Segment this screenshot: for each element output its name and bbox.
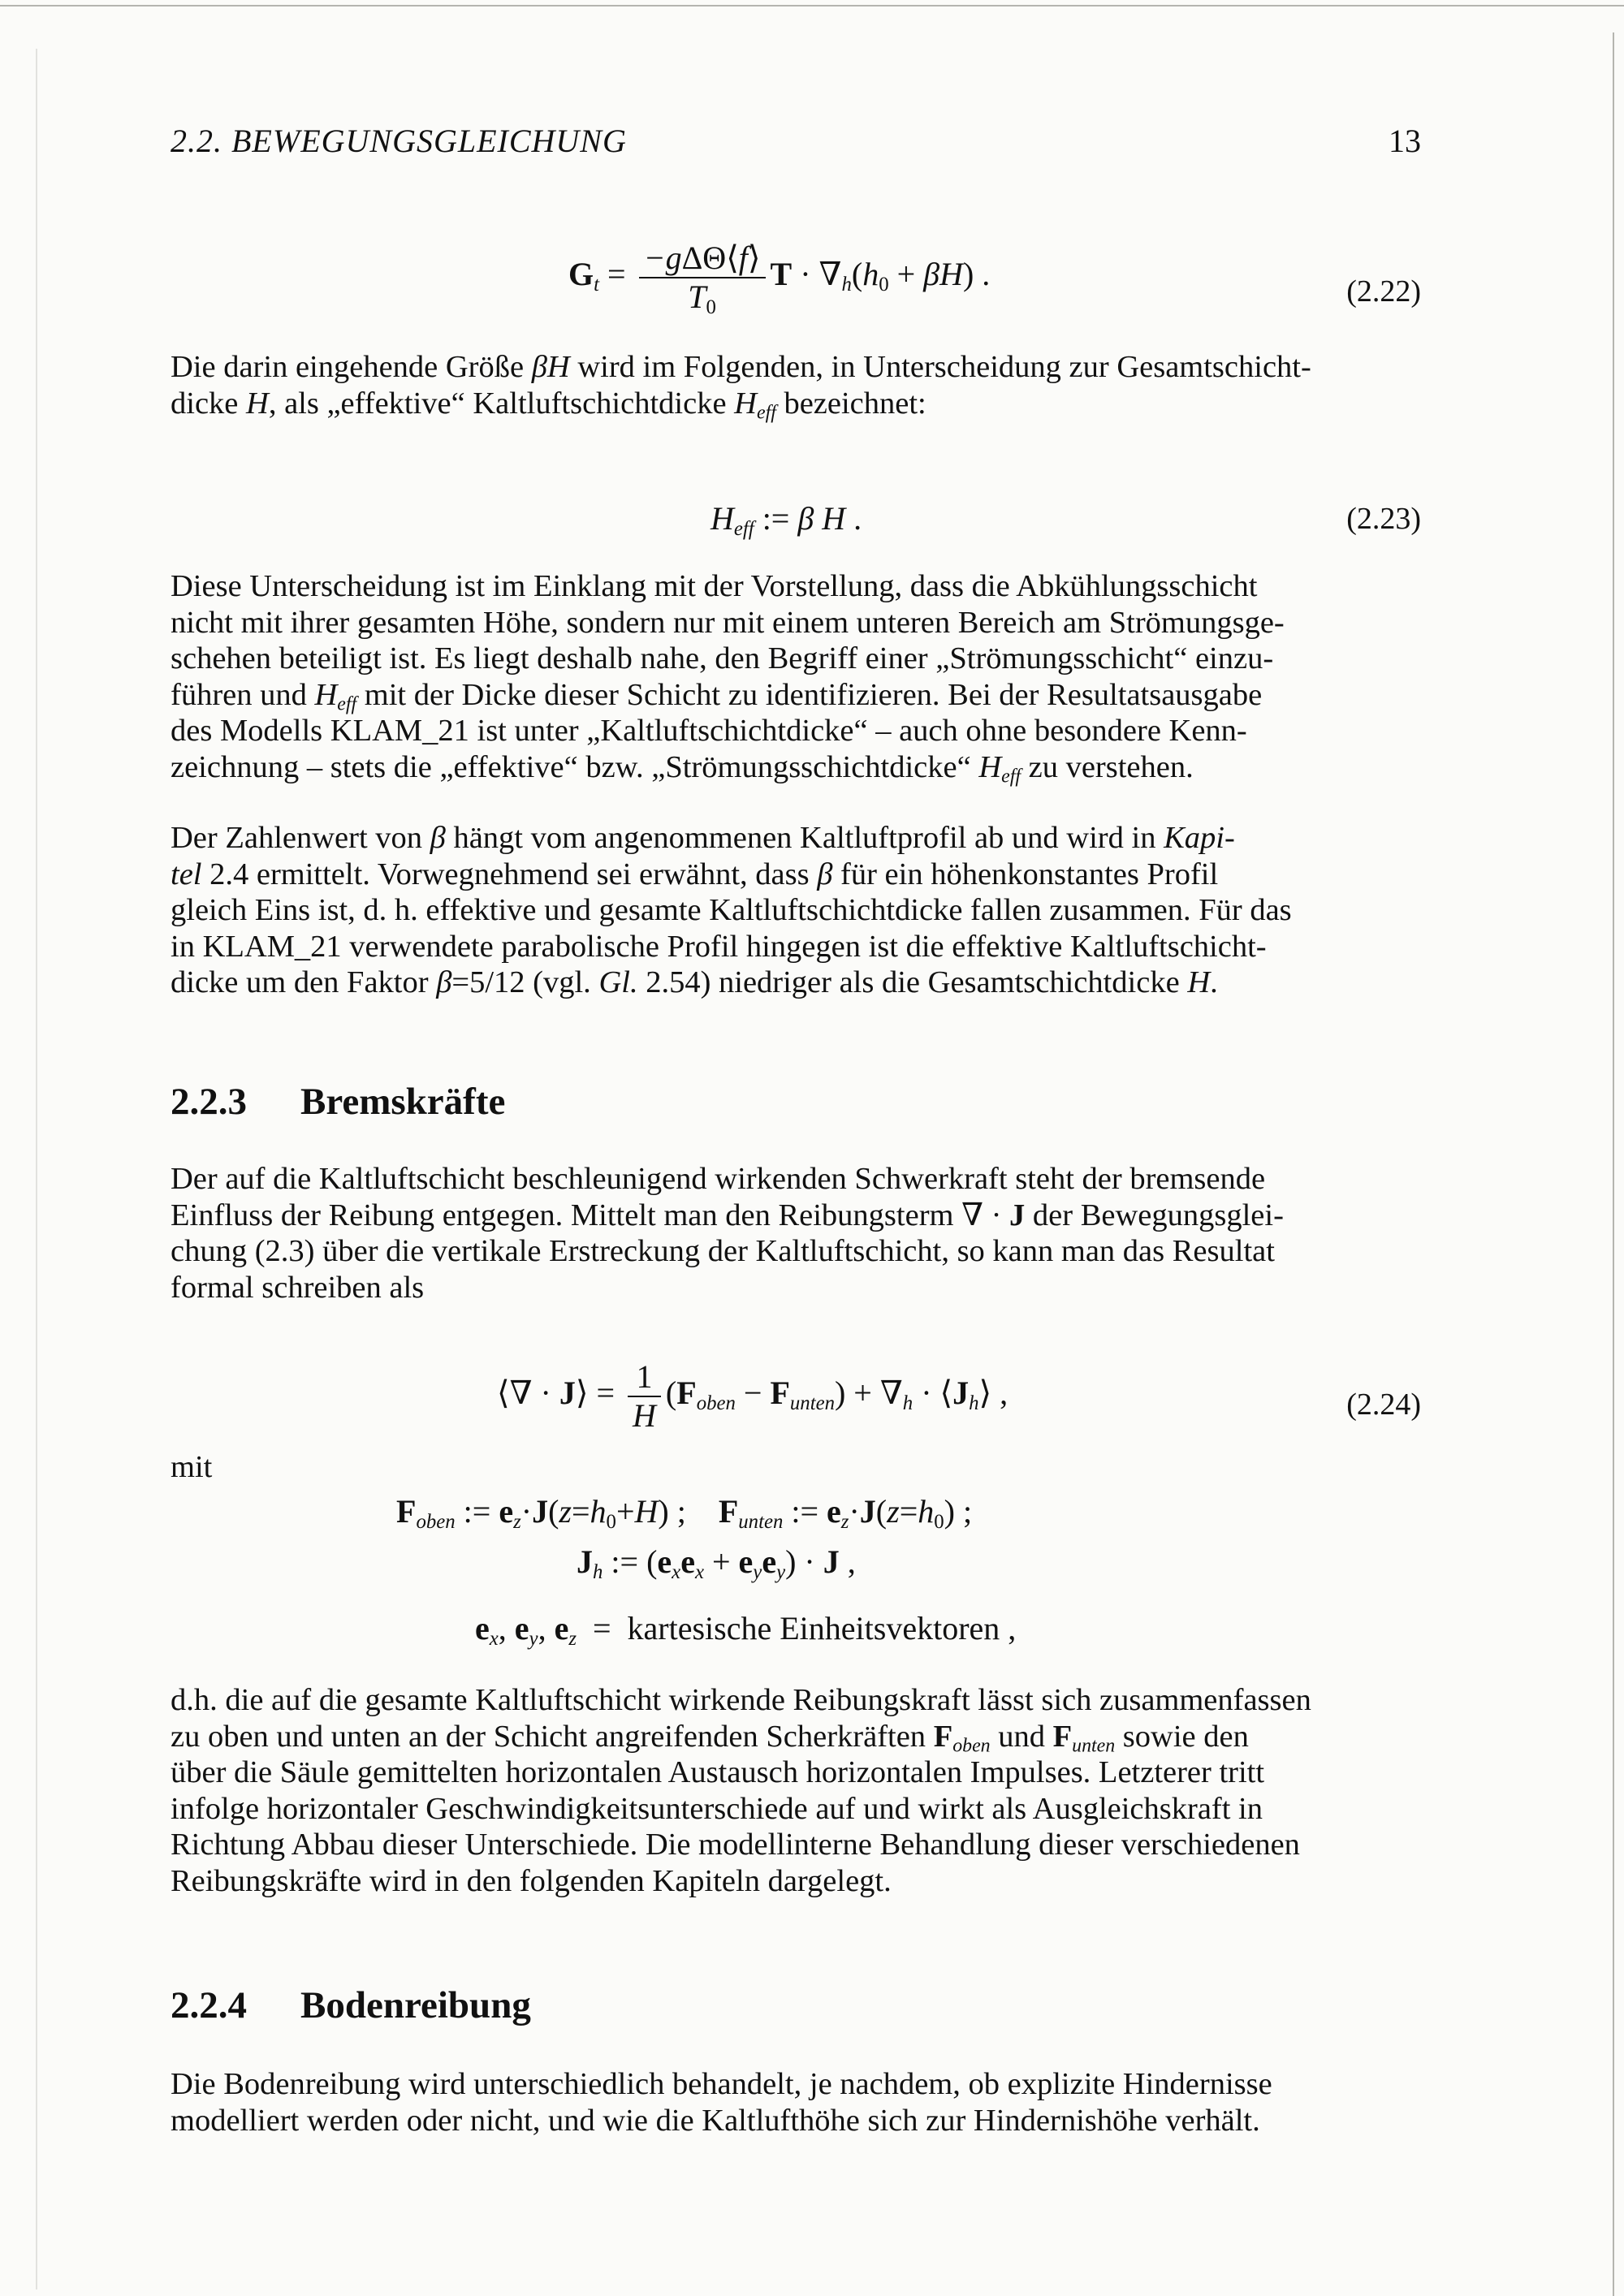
section-heading-2-2-3: [171, 1080, 505, 1124]
mit-label: mit: [171, 1450, 213, 1484]
unit-vectors-label: kartesische Einheitsvektoren: [627, 1610, 1000, 1646]
equation-2-23: $H_{eff}$ := β H .: [710, 500, 862, 540]
paragraph-reibung: Der auf die Kaltluftschicht beschleunigend wirkenden Schwerkraft steht der bremsende Einfluss der Reibung entgegen. Mittelt man den Reibungsterm ∇ · J der Bewegungsglei- chung (2.3) über die vertikale Erstreckung der Kaltluftschicht, so kann man das Resultat formal schreiben als: [171, 1162, 1284, 1305]
equation-2-24-fraction: $\frac{1}{H}$: [628, 1358, 661, 1435]
paragraph-beta-h: Die darin eingehende Größe βH wird im Folgenden, in Unterscheidung zur Gesamtschicht- dicke H, als „effektive“ Kaltluftschichtdicke $H_{eff}$ bezeichnet:: [171, 350, 1311, 424]
equation-number-2-22: (2.22): [1346, 274, 1421, 309]
section-number: 2.2.4: [171, 1984, 247, 2026]
definition-unit-vectors: $e_x$, $e_y$, $e_z$ = kartesische Einheitsvektoren ,: [475, 1610, 1017, 1650]
equation-number-2-23: (2.23): [1346, 502, 1421, 536]
paragraph-scherkraefte: d.h. die auf die gesamte Kaltluftschicht wirkende Reibungskraft lässt sich zusammenfassen zu oben und unten an der Schicht angreifenden Scherkräften $F_{oben}$ und $F_{unten}$ sowie den über die Säule gemittelten horizontalen Austausch horizontalen Impulses. Letzterer tritt infolge horizontaler Geschwindigkeitsunterschiede auf und wirkt als Ausgleichskraft in Richtung Abbau dieser Unterschiede. Die modellinterne Behandlung dieser verschiedenen Reibungskräfte wird in den folgenden Kapiteln dargelegt.: [171, 1683, 1311, 1898]
scan-edge-top: [0, 5, 1624, 6]
scan-edge-right: [1613, 32, 1614, 2296]
definition-j-h: $J_h$ := $(e_xe_x + e_ye_y) \cdot J$ ,: [577, 1543, 856, 1583]
paragraph-bodenreibung: Die Bodenreibung wird unterschiedlich behandelt, je nachdem, ob explizite Hindernisse modelliert werden oder nicht, und wie die Kaltlufthöhe sich zur Hindernishöhe verhält.: [171, 2067, 1272, 2138]
definition-f-oben-f-unten: $F_{oben}$ := $e_z\cdot J(z=h_0+H)$ ; $F_{unten}$ := $e_z\cdot J(z=h_0)$ ;: [396, 1493, 973, 1533]
equation-2-22-body: $G_t$ = $\frac{\text{−gΔΘ⟨f⟩}}{T_0}$ $T \cdot \nabla_h(h_0 + \beta H)$ .: [568, 240, 991, 318]
paragraph-stroemungsschicht: Diese Unterscheidung ist im Einklang mit der Vorstellung, dass die Abkühlungsschicht nicht mit ihrer gesamten Höhe, sondern nur mit einem unteren Bereich am Strömungsge- schehen beteiligt ist. Es liegt deshalb nahe, den Begriff einer „Strömungsschicht“ einzu- führen und $H_{eff}$ mit der Dicke dieser Schicht zu identifizieren. Bei der Resultatsausgabe des Modells KLAM_21 ist unter „Kaltluftschichtdicke“ – auch ohne besondere Kenn- zeichnung – stets die „effektive“ bzw. „Strömungsschichtdicke“ $H_{eff}$ zu verstehen.: [171, 569, 1285, 788]
equation-2-22: [568, 240, 1421, 329]
section-title: Bodenreibung: [300, 1984, 531, 2026]
equation-2-22-fraction: $\frac{\text{−gΔΘ⟨f⟩}}{T_0}$: [639, 240, 766, 316]
scan-edge-left: [36, 49, 37, 2290]
equation-number-2-24: (2.24): [1346, 1388, 1421, 1422]
page-number: 13: [1389, 123, 1421, 159]
paragraph-beta-value: Der Zahlenwert von β hängt vom angenommenen Kaltluftprofil ab und wird in Kapi- tel 2.4 ermittelt. Vorwegnehmend sei erwähnt, dass β für ein höhenkonstantes Profil gleich Eins ist, d. h. effektive und gesamte Kaltluftschichtdicke fallen zusammen. Für das in KLAM_21 verwendete parabolische Profil hingegen ist die effektive Kaltluftschicht- dicke um den Faktor β=5/12 (vgl. Gl. 2.54) niedriger als die Gesamtschichtdicke H.: [171, 821, 1292, 1000]
running-title: 2.2. BEWEGUNGSGLEICHUNG: [171, 123, 627, 159]
running-header: [171, 122, 1421, 170]
section-number: 2.2.3: [171, 1081, 247, 1123]
section-heading-2-2-4: [171, 1983, 531, 2027]
section-title: Bremskräfte: [300, 1081, 506, 1123]
equation-2-24: ⟨∇ · J⟩ = $\frac{1}{H}$ $(F_{oben} - F_{unten}) + \nabla_h$ · $⟨J_h⟩$ ,: [497, 1358, 1009, 1434]
